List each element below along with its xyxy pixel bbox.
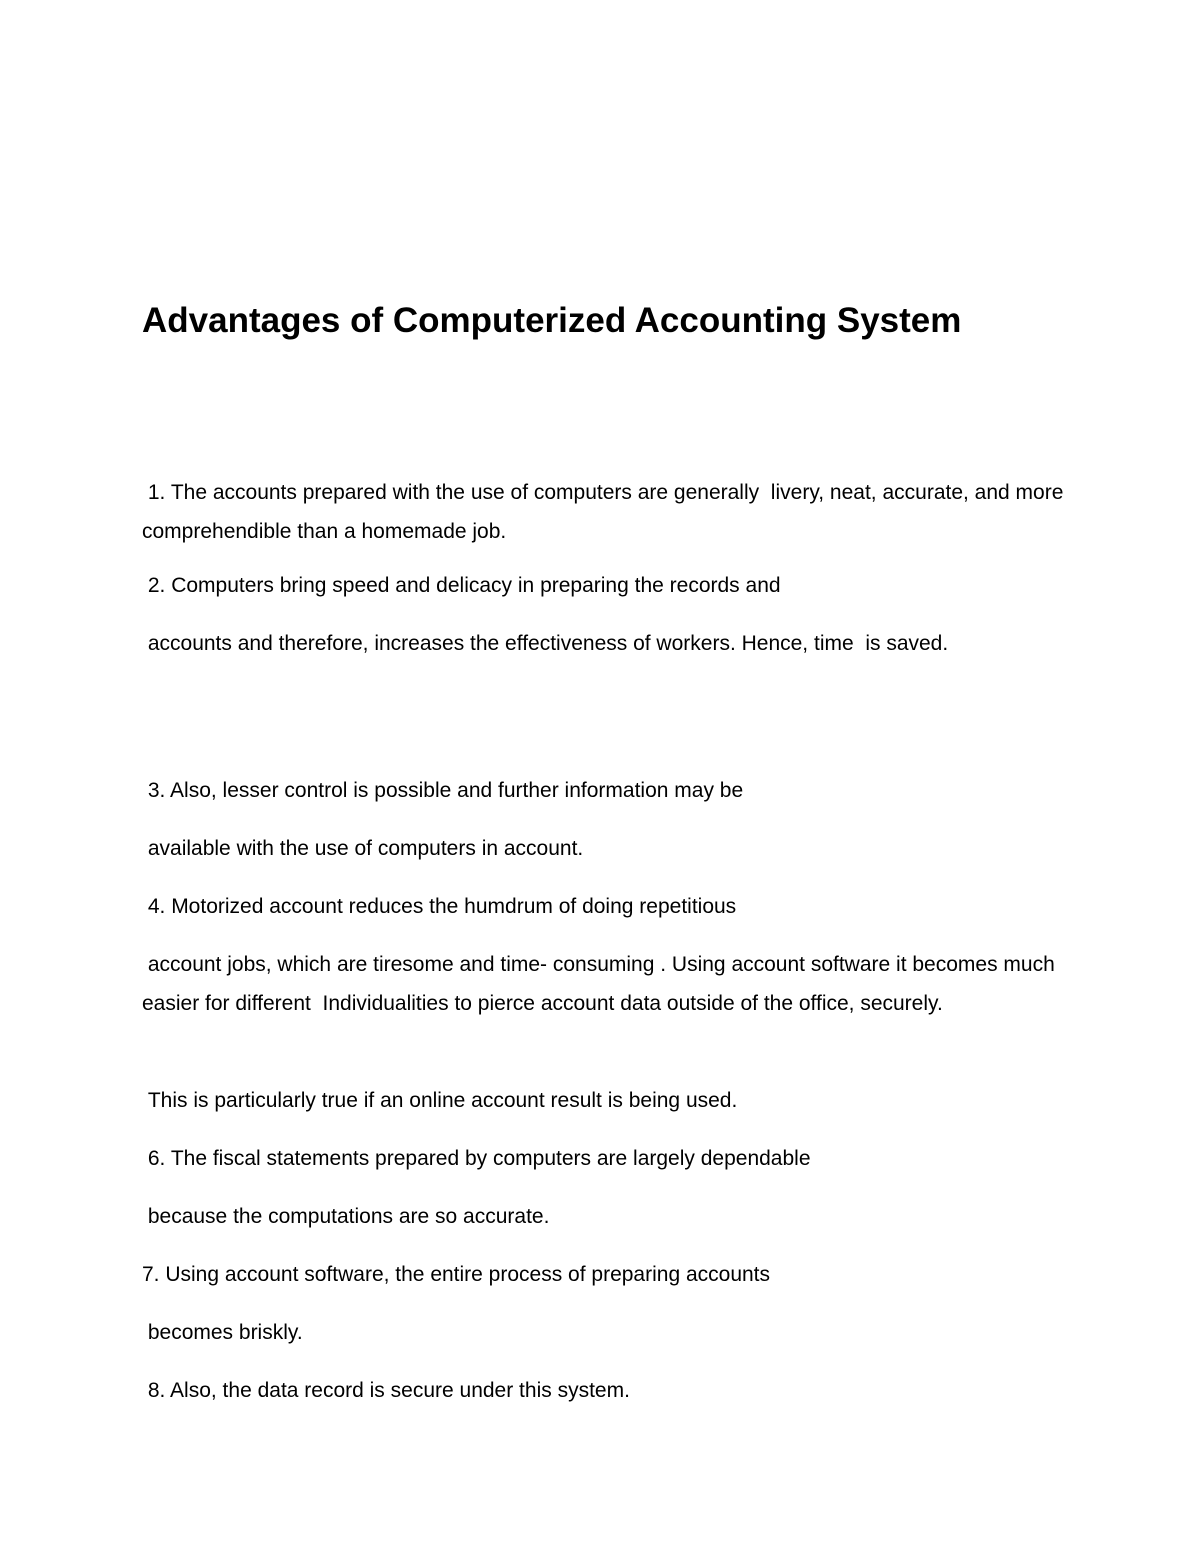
document-title: Advantages of Computerized Accounting System — [142, 301, 962, 340]
paragraph-8: This is particularly true if an online account result is being used. — [142, 1089, 738, 1112]
paragraph-7: account jobs, which are tiresome and time- consuming . Using account software it becomes much easier for different Individualities to pierce account data outside of the office, securely. — [142, 953, 1061, 1015]
paragraph-4: 3. Also, lesser control is possible and further information may be — [142, 779, 744, 802]
paragraph-6: 4. Motorized account reduces the humdrum of doing repetitious — [142, 895, 737, 918]
paragraph-12: becomes briskly. — [142, 1321, 303, 1344]
paragraph-13: 8. Also, the data record is secure under this system. — [142, 1379, 630, 1402]
paragraph-11: 7. Using account software, the entire process of preparing accounts — [142, 1263, 771, 1286]
paragraph-10: because the computations are so accurate. — [142, 1205, 550, 1228]
paragraph-2: 2. Computers bring speed and delicacy in preparing the records and — [142, 574, 781, 597]
paragraph-9: 6. The fiscal statements prepared by computers are largely dependable — [142, 1147, 811, 1170]
paragraph-5: available with the use of computers in account. — [142, 837, 584, 860]
paragraph-3: accounts and therefore, increases the effectiveness of workers. Hence, time is saved. — [142, 632, 949, 655]
paragraph-1: 1. The accounts prepared with the use of computers are generally livery, neat, accurate, and more comprehendible than a homemade job. — [142, 481, 1070, 543]
